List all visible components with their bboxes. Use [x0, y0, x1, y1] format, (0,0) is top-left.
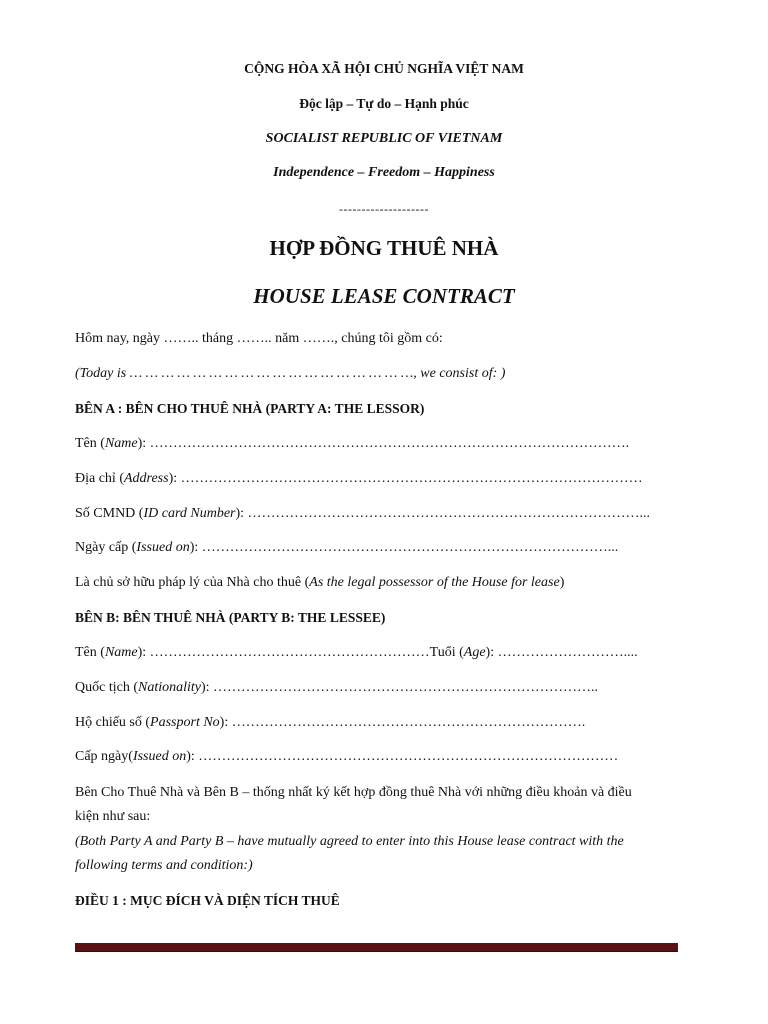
age-label-en: Age	[463, 645, 486, 660]
age-fill-dots: ): ………………………....	[485, 645, 638, 660]
fill-dots: ): ………………………………………………………………………..	[200, 680, 599, 695]
agreement-vn-line-1: Bên Cho Thuê Nhà và Bên B – thống nhất ký kết hợp đồng thuê Nhà với những điều khoản và điều	[75, 785, 632, 800]
fill-dots: ): ………………………………………………………………….	[219, 715, 586, 730]
motto-vn: Độc lập – Tự do – Hạnh phúc	[299, 96, 469, 111]
footer-rule	[75, 943, 678, 952]
party-b-name-line	[75, 645, 638, 661]
label: Cấp ngày(	[75, 749, 133, 764]
party-a-heading: BÊN A : BÊN CHO THUÊ NHÀ (PARTY A: THE LESSOR)	[75, 401, 425, 416]
intro-en-text: (Today is … … … … … … … … … … … … … … … … … …, we consist of: )	[75, 366, 506, 381]
possessor-close: )	[559, 575, 565, 590]
possessor-vn: Là chủ sở hữu pháp lý của Nhà cho thuê (	[75, 575, 310, 590]
agreement-en-line-1	[75, 834, 624, 850]
fill-dots: ): ………………………………………………………………………………………….	[137, 436, 630, 451]
agreement-en-line-2	[75, 858, 253, 874]
party-a-name-line	[75, 436, 629, 452]
agreement-vn-line-2: kiện như sau:	[75, 809, 151, 824]
title-vn: HỢP ĐỒNG THUÊ NHÀ	[269, 236, 499, 260]
label: Địa chỉ (	[75, 471, 124, 486]
fill-dots: ): …………………………………………………………………………...	[235, 506, 651, 521]
fill-dots: ): ……………………………………………………Tuổi (	[137, 645, 464, 660]
label-en: Issued on	[132, 749, 187, 764]
label: Hộ chiếu số (	[75, 715, 151, 730]
label: Tên (	[75, 436, 105, 451]
republic-en: SOCIALIST REPUBLIC OF VIETNAM	[265, 131, 503, 146]
article-1-heading: ĐIỀU 1 : MỤC ĐÍCH VÀ DIỆN TÍCH THUÊ	[75, 893, 340, 908]
motto-en: Independence – Freedom – Happiness	[273, 165, 495, 180]
agreement-en-text-2: following terms and condition:)	[75, 858, 253, 873]
party-a-address-line	[75, 471, 643, 487]
fill-dots: ): ………………………………………………………………………………………	[168, 471, 643, 486]
intro-vn: Hôm nay, ngày …….. tháng …….. năm ……., chúng tôi gồm có:	[75, 331, 443, 346]
header-separator: --------------------	[339, 202, 429, 216]
label-en: Passport No	[150, 715, 220, 730]
party-a-possessor-line	[75, 575, 564, 591]
label-en: Name	[104, 645, 138, 660]
title-en: HOUSE LEASE CONTRACT	[253, 284, 515, 308]
party-a-issued-line	[75, 540, 618, 556]
party-b-issued-line	[75, 749, 618, 765]
fill-dots: ): ……………………………………………………………………………...	[189, 540, 619, 555]
party-a-id-line	[75, 506, 650, 522]
label: Ngày cấp (	[75, 540, 137, 555]
party-b-heading: BÊN B: BÊN THUÊ NHÀ (PARTY B: THE LESSEE)	[75, 610, 386, 625]
label-en: Name	[104, 436, 138, 451]
label: Số CMND (	[75, 506, 144, 521]
fill-dots: ): ………………………………………………………………………………	[186, 749, 619, 764]
party-b-nationality-line	[75, 680, 598, 696]
label: Quốc tịch (	[75, 680, 138, 695]
intro-en	[75, 366, 505, 382]
label-en: ID card Number	[143, 506, 236, 521]
possessor-en: As the legal possessor of the House for lease	[309, 575, 560, 590]
label-en: Issued on	[136, 540, 190, 555]
label-en: Address	[123, 471, 169, 486]
party-b-passport-line	[75, 715, 585, 731]
republic-vn: CỘNG HÒA XÃ HỘI CHỦ NGHĨA VIỆT NAM	[244, 61, 524, 76]
label-en: Nationality	[137, 680, 201, 695]
agreement-en-text-1: (Both Party A and Party B – have mutually agreed to enter into this House lease contract with the	[75, 834, 624, 849]
label: Tên (	[75, 645, 105, 660]
